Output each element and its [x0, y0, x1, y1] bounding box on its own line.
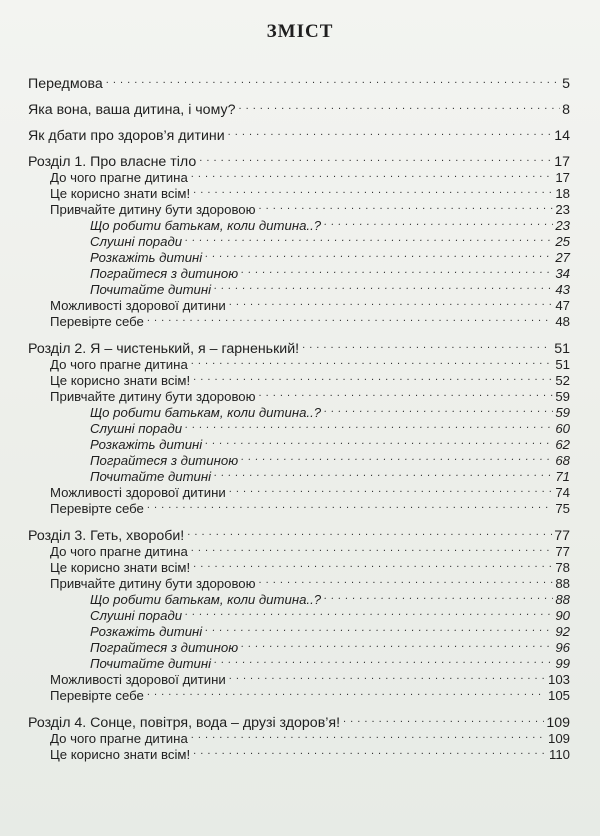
toc-entry-page: 60: [555, 421, 570, 436]
toc-entry-page: 78: [555, 560, 570, 575]
dot-leader: [191, 353, 554, 369]
toc-entry: [28, 294, 570, 313]
toc-entry-label: Розділ 3. Геть, хвороби!: [28, 528, 185, 544]
dot-leader: [193, 369, 553, 385]
dot-leader: [259, 385, 554, 401]
toc-entry-page: 77: [555, 544, 570, 559]
toc-entry-page: 34: [555, 266, 570, 281]
dot-leader: [214, 278, 553, 294]
toc-entry-page: 62: [555, 437, 570, 452]
toc-entry-page: 25: [555, 234, 570, 249]
dot-leader: [241, 262, 553, 278]
toc-entry: [28, 72, 570, 92]
toc-entry-label: Розкажіть дитині: [90, 250, 203, 265]
toc-entry: [28, 636, 570, 655]
toc-entry-page: 75: [555, 501, 570, 516]
toc-entry: [28, 572, 570, 591]
page-title: ЗМІСТ: [266, 21, 334, 42]
toc-entry-label: Це корисно знати всім!: [50, 560, 191, 575]
dot-leader: [214, 652, 553, 668]
toc-entry: [28, 166, 570, 185]
toc-entry-page: 68: [555, 453, 570, 468]
toc-entry-page: 99: [555, 656, 570, 671]
dot-leader: [238, 98, 560, 114]
toc-entry-label: Перевірте себе: [50, 501, 144, 516]
dot-leader: [185, 230, 553, 246]
toc-entry: [28, 556, 570, 575]
dot-leader: [191, 540, 554, 556]
toc-entry-page: 17: [555, 170, 570, 185]
toc-entry: [28, 337, 570, 357]
toc-entry: [28, 182, 570, 201]
toc-entry: [28, 524, 570, 544]
toc-entry-page: 109: [546, 715, 570, 731]
toc-entry-label: Привчайте дитину бути здоровою: [50, 576, 256, 591]
dot-leader: [147, 310, 553, 326]
toc-entry-page: 14: [554, 128, 570, 144]
toc-entry-page: 51: [554, 341, 570, 357]
dot-leader: [214, 465, 553, 481]
toc-entry-label: Почитайте дитині: [90, 469, 212, 484]
toc-entry: [28, 711, 570, 731]
toc-entry-label: Привчайте дитину бути здоровою: [50, 202, 256, 217]
toc-entry-page: 23: [555, 202, 570, 217]
toc-entry-label: Що робити батькам, коли дитина..?: [90, 405, 322, 420]
toc-entry-page: 47: [555, 298, 570, 313]
dot-leader: [229, 668, 546, 684]
toc-entry-label: До чого прагне дитина: [50, 731, 188, 746]
toc-entry: [28, 652, 570, 671]
toc-entry-page: 51: [555, 357, 570, 372]
toc-entry-page: 103: [547, 672, 570, 687]
toc-entry: [28, 540, 570, 559]
dot-leader: [229, 294, 554, 310]
dot-leader: [147, 684, 546, 700]
toc-entry: [28, 727, 570, 746]
toc-entry: [28, 369, 570, 388]
toc-entry-label: Слушні поради: [90, 234, 183, 249]
toc-entry-label: Пограйтеся з дитиною: [90, 266, 239, 281]
toc-entry: [28, 620, 570, 639]
toc-entry-page: 59: [555, 389, 570, 404]
toc-entry-page: 48: [555, 314, 570, 329]
toc-entry-page: 74: [555, 485, 570, 500]
toc-entry-label: Почитайте дитині: [90, 282, 212, 297]
dot-leader: [259, 572, 554, 588]
toc-entry-label: Привчайте дитину бути здоровою: [50, 389, 256, 404]
toc-entry: [28, 433, 570, 452]
toc-entry: [28, 385, 570, 404]
dot-leader: [343, 711, 544, 727]
dot-leader: [259, 198, 554, 214]
toc-entry: [28, 481, 570, 500]
toc-entry-page: 109: [547, 731, 570, 746]
toc-entry: [28, 278, 570, 297]
toc-entry-label: Передмова: [28, 76, 103, 92]
toc-entry-label: Це корисно знати всім!: [50, 186, 191, 201]
dot-leader: [191, 166, 554, 182]
toc-entry-label: Можливості здорової дитини: [50, 672, 226, 687]
dot-leader: [185, 417, 553, 433]
dot-leader: [205, 433, 553, 449]
toc-entry-label: Перевірте себе: [50, 688, 144, 703]
toc-entry-label: Слушні поради: [90, 421, 183, 436]
toc-entry: [28, 214, 570, 233]
toc-entry-label: Розділ 4. Сонце, повітря, вода – друзі здоров’я!: [28, 715, 341, 731]
toc-entry-label: Яка вона, ваша дитина, і чому?: [28, 102, 236, 118]
toc-entry: [28, 417, 570, 436]
toc-entry-page: 23: [555, 218, 570, 233]
dot-leader: [302, 337, 552, 353]
dot-leader: [324, 214, 553, 230]
dot-leader: [241, 636, 553, 652]
dot-leader: [147, 497, 553, 513]
toc-entry-page: 88: [555, 592, 570, 607]
toc-entry-page: 18: [555, 186, 570, 201]
table-of-contents: [28, 72, 570, 762]
toc-entry-page: 71: [555, 469, 570, 484]
dot-leader: [185, 604, 553, 620]
toc-entry: [28, 465, 570, 484]
toc-entry-label: До чого прагне дитина: [50, 544, 188, 559]
toc-entry-label: Перевірте себе: [50, 314, 144, 329]
toc-entry: [28, 588, 570, 607]
toc-entry-page: 43: [555, 282, 570, 297]
toc-entry: [28, 98, 570, 118]
toc-entry-label: Розкажіть дитині: [90, 624, 203, 639]
toc-entry: [28, 230, 570, 249]
toc-entry-page: 52: [555, 373, 570, 388]
toc-entry-label: Почитайте дитині: [90, 656, 212, 671]
toc-entry: [28, 353, 570, 372]
toc-entry-label: Розділ 2. Я – чистенький, я – гарненький!: [28, 341, 300, 357]
toc-entry-label: Можливості здорової дитини: [50, 298, 226, 313]
dot-leader: [106, 72, 560, 88]
dot-leader: [193, 182, 553, 198]
toc-entry-label: До чого прагне дитина: [50, 357, 188, 372]
toc-entry-label: Пограйтеся з дитиною: [90, 640, 239, 655]
dot-leader: [191, 727, 546, 743]
toc-entry-page: 5: [562, 76, 570, 92]
toc-entry-label: Можливості здорової дитини: [50, 485, 226, 500]
dot-leader: [228, 124, 553, 140]
toc-entry: [28, 604, 570, 623]
toc-entry-page: 77: [554, 528, 570, 544]
dot-leader: [193, 743, 547, 759]
toc-entry-label: До чого прагне дитина: [50, 170, 188, 185]
toc-entry-page: 105: [547, 688, 570, 703]
toc-entry: [28, 449, 570, 468]
toc-entry-label: Слушні поради: [90, 608, 183, 623]
dot-leader: [229, 481, 554, 497]
toc-entry: [28, 198, 570, 217]
toc-entry-label: Що робити батькам, коли дитина..?: [90, 218, 322, 233]
toc-entry-page: 59: [555, 405, 570, 420]
toc-entry-page: 17: [554, 154, 570, 170]
toc-entry: [28, 668, 570, 687]
toc-entry-label: Розділ 1. Про власне тіло: [28, 154, 197, 170]
toc-entry-page: 88: [555, 576, 570, 591]
toc-entry-page: 96: [555, 640, 570, 655]
dot-leader: [324, 401, 553, 417]
dot-leader: [205, 620, 553, 636]
dot-leader: [193, 556, 553, 572]
toc-entry: [28, 310, 570, 329]
toc-entry-label: Що робити батькам, коли дитина..?: [90, 592, 322, 607]
toc-entry-label: Це корисно знати всім!: [50, 747, 191, 762]
toc-entry-label: Це корисно знати всім!: [50, 373, 191, 388]
toc-entry-label: Розкажіть дитині: [90, 437, 203, 452]
toc-entry-label: Пограйтеся з дитиною: [90, 453, 239, 468]
toc-entry-page: 8: [562, 102, 570, 118]
toc-entry: [28, 246, 570, 265]
toc-entry: [28, 743, 570, 762]
dot-leader: [241, 449, 553, 465]
toc-entry-page: 90: [555, 608, 570, 623]
dot-leader: [187, 524, 552, 540]
toc-entry-page: 92: [555, 624, 570, 639]
dot-leader: [205, 246, 553, 262]
toc-entry-page: 110: [548, 747, 570, 762]
toc-entry: [28, 497, 570, 516]
toc-entry: [28, 262, 570, 281]
dot-leader: [324, 588, 553, 604]
toc-entry-page: 27: [555, 250, 570, 265]
toc-entry: [28, 684, 570, 703]
toc-entry: [28, 150, 570, 170]
toc-entry: [28, 124, 570, 144]
toc-entry-label: Як дбати про здоров’я дитини: [28, 128, 225, 144]
dot-leader: [199, 150, 552, 166]
toc-entry: [28, 401, 570, 420]
